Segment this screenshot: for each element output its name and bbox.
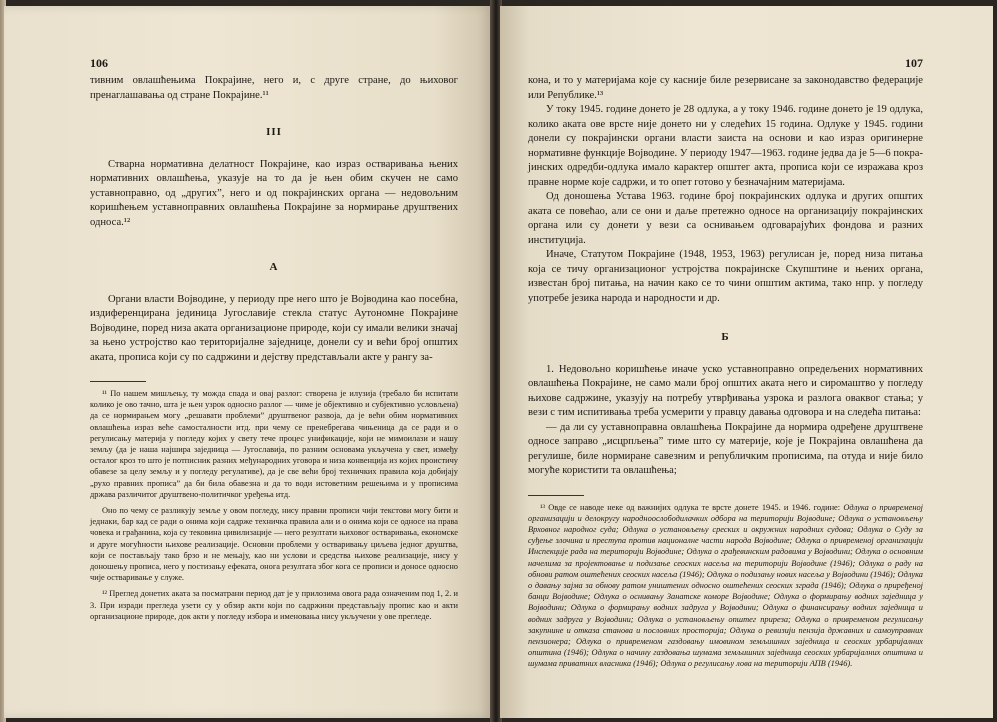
right-footnotes: [528, 502, 923, 670]
left-body: [90, 74, 458, 365]
left-paragraph-3: Органи власти Војводине, у периоду пре него што је Војводина као посебна, издиференцирана јединица Југославије стекла статус Аутономне Покрајине Војводине, поред низа аката организационе природе, који су имали велики значај за њено устројство као територијалне заједнице, донели су и већи број општих аката, прописа који су по садржини и дејству представљали акте у рангу за-: [90, 293, 458, 363]
footnote-11: ¹¹ По нашем мишљењу, ту можда спада и овај разлог: створена је илузија (требало би испитати колико је ово тачно, шта је њен узрок односно разлог — чиме је објективно и субјективно условљена) да се нормирањем могу „решавати проблеми” друштвеног развоја, да је већи обим нормативних овлашћења израз веће самосталности итд. при чему се пренебрегава чињеница да се ради и о регулисању материја у погледу којих у свету тече процес унификације, који не мимоилази и нашу земљу (да је наша најшира заједница — Југославија, по разним основама укључена у свет, између осталог кроз то што је потписник разних међународних уговора и низа конвенција из којих проистичу обавезе за целу земљу и у погледу регулативе), да је све већи број техничких правила која добијају „рухо правних прописа” да би била обавезна и да то води истоветним решењима и у прописима држава различитог друштвено-политичког уређења итд.: [90, 389, 458, 499]
right-paragraph-3: Од доношења Устава 1963. године број покрајинских одлука и других општих аката се повећао, али се они и даље претежно односе на организацију покрајинских органа или су донети у вези са оснивањем одговарајућих фондова и разних институција.: [528, 191, 923, 246]
footnote-rule-right: [528, 495, 584, 496]
left-paragraph-1: тивним овлашћењима Покрајине, него и, с друге стране, до њиховог пренаглашавања од стране Покрајине.¹¹: [90, 75, 458, 101]
left-paragraph-2: Стварна нормативна делатност Покрајине, као израз остваривања њених нормативних овлашћења, указује на то да је њен обим скучен не само уставноправно, од „других”, него и од покрајинских органа — недовољним коришћењем уставноправних овлашћења Покрајине за нормирање друштвених односа.¹²: [90, 158, 458, 228]
page-number-left: 106: [90, 56, 108, 70]
right-paragraph-4: Иначе, Статутом Покрајине (1948, 1953, 1963) регулисан је, поред низа питања која се тичу организационог устројства покрајинске Скупштине и њених органа, известан број питања, на начин како се то чини општим актима, тако нпр. у погледу употребе језика народа и народности и др.: [528, 249, 923, 304]
right-paragraph-5: 1. Недовољно коришћење иначе уско уставноправно опредељених нормативних овлашћења Покрајине, не само мали број општих аката него и сиромаштво у погледу њихове садржине, указују на потребу утврђивања узрока и разлога оваквог стања; у вези с тим испитивања треба усмерити у правцу давања одговора и на следећа питања:: [528, 363, 923, 418]
footnote-13-list: Одлука о привременој организацији и делокругу народноослободилачких одбора на територији Војводине; Одлука о установљењу Врховног народног суда; Одлука о установљењу среских и окружних народних судова; Одлука о Суду за суђење злочина и преступа против националне части народа Војводине; Одлука о привременој организацији Инспекције рада на територији Војводине; Одлука о грађевинским радовима у Војводини; Одлука о основним начелима за пројектовање и подизање сеоских насеља на територији Војводине (1946); Одлука о раду на обнови ратом оштећених сеоских насеља (1946); Одлука о подизању нових насеља у Војводини (1946); Одлука о давању зајма за обнову ратом уништених односно оштећених сеоских зграда (1946); Одлука о приређеној банци Војводине; Одлука о оснивању Занатске коморе Војводине; Одлука о формирању водних заједница у Војводини; Одлука о формирању водних задруга у Војводини; Одлука о финансирању водних заједница и водних задруга у Војводини; Одлука о установљењу општег прирезa; Одлука о привременом регулисању закупнине и отказа станова и пословних просторија; Одлука о ревизији пензија државних и самоуправних пензионера; Одлука о привременом газдовању имовином земљишних заједница и сеоских урбаријалних општина (1946); Одлука о начину газдовања шумама земљишних заједница сеоских урбаријалних општина и шумама приватних власника (1946); Одлука о регулисању лова на територији АПВ (1946).: [528, 502, 924, 669]
footnote-13: [528, 502, 923, 670]
section-heading-b: Б: [721, 331, 730, 343]
left-footnotes: [90, 388, 458, 622]
page-number-right: 107: [905, 56, 923, 70]
footnote-11-continued: Оно по чему се разликују земље у овом погледу, нису правни прописи чији текстови могу бити и једнаки, бар кад се ради о онима који садрже техничка правила али и о онима који се односе на права човека и грађанина, која су тековина цивилизације — него резултати њиховог остваривања, економске и друге могућности њихове реализације. Основни проблеми у остваривању циљева једног друштва, који се постављају тако брзо и не мењају, као ни услови и средства њихове реализације, нису у доношењу прописа, него у постизању ефеката, онога резултата због кога се прописи и доносе односно чије остваривање у служе.: [90, 506, 458, 583]
right-body: [528, 74, 923, 479]
right-paragraph-1: кона, и то у материјама које су касније биле резервисане за законодавство федерације или Републике.¹³: [528, 75, 923, 101]
footnote-rule-left: [90, 381, 146, 382]
right-paragraph-2: У току 1945. године донето је 28 одлука, а у току 1946. године донето је 19 одлука, колико аката ове врсте није донето ни у следећих 15 година. Одлуке у 1945. години донели су покрајински органи власти заиста на основи и као израз оригинерне нормативне функције Војводине. У периоду 1947—1963. године једва да је 5—6 покрајинских одредби-одлука имало карактер општег акта, прописа који се изражава кроз правне норме које садржи, и то опет готово у безначајним материјама.: [528, 104, 923, 188]
section-heading-a: А: [269, 261, 279, 273]
footnote-13-intro: ¹³ Овде се наводе неке од важнијих одлука те врсте донете 1945. и 1946. године:: [540, 502, 841, 512]
right-paragraph-6: — да ли су уставноправна овлашћења Покрајине да нормира одређене друштвене односе заправо „исцрпљења” тиме што су материје, које је Покрајина овлашћена да регулише, биле нормиране савезним и републичким прописима, па отуда и није било могуће користити та овлашћења;: [528, 421, 923, 476]
footnote-12: ¹² Преглед донетих аката за посматрани период дат је у прилозима овога рада означеним под 1, 2. и 3. При изради прегледа узети су у обзир акти који по садржини представљају пропис као и акти организационе природе, док акти у погледу избора и именовања нису укључени у ове прегледе.: [90, 589, 458, 621]
section-heading-roman: III: [266, 126, 282, 138]
left-page: [4, 6, 492, 718]
right-page: [500, 6, 993, 718]
